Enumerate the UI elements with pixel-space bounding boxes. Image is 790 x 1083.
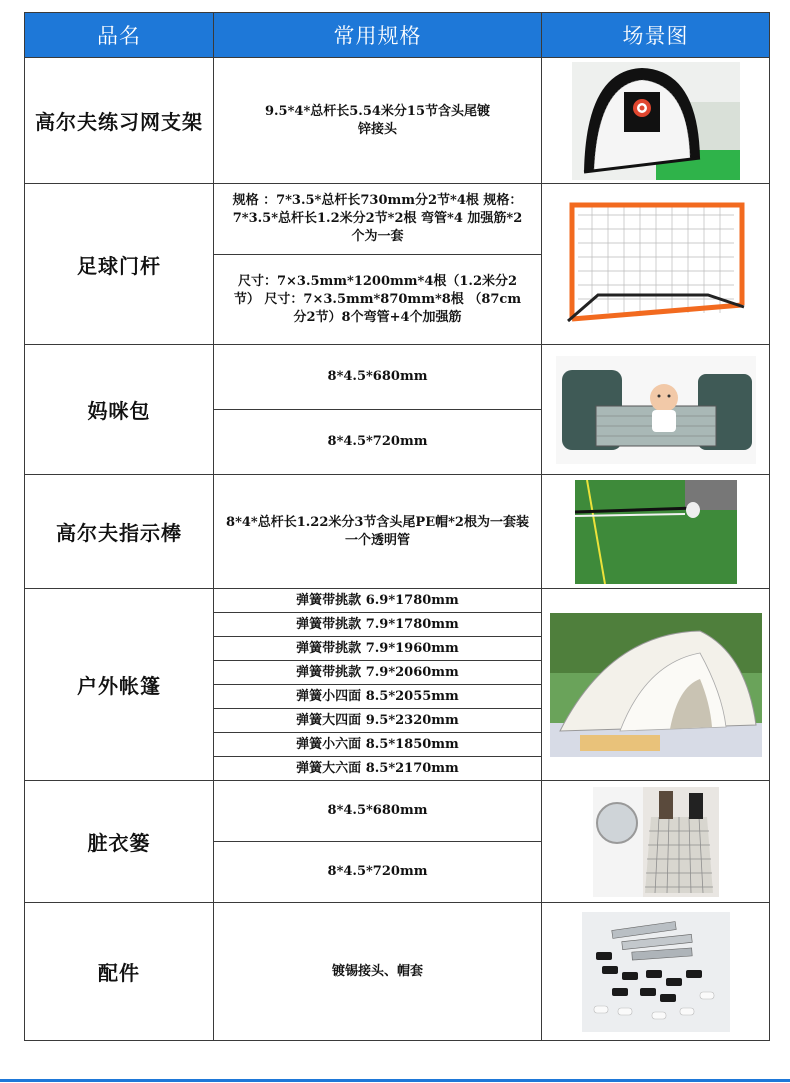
spec-value: 镀锡接头、帽套 — [214, 903, 542, 1041]
spec-value: 8*4.5*680mm — [214, 781, 542, 842]
header-name: 品名 — [25, 13, 214, 58]
spec-value: 规格 ：7*3.5*总杆长730mm分2节*4根 规格：7*3.5*总杆长1.2米分2节*2根 弯管*4 加强筋*2个为一套 — [214, 184, 542, 255]
laundry-basket-image — [593, 787, 719, 897]
scene-cell — [542, 475, 770, 589]
product-name: 配件 — [25, 903, 214, 1041]
spec-value: 弹簧带挑款 6.9*1780mm — [214, 589, 542, 613]
scene-cell — [542, 184, 770, 345]
table-row — [25, 475, 770, 589]
spec-table — [24, 12, 770, 1041]
header-scene: 场景图 — [542, 13, 770, 58]
footer-divider — [0, 1079, 790, 1082]
spec-value: 尺寸：7×3.5mm*1200mm*4根（1.2米分2节） 尺寸：7×3.5mm*870mm*8根 （87cm分2节）8个弯管+4个加强筋 — [214, 255, 542, 345]
product-name: 足球门杆 — [25, 184, 214, 345]
spec-value: 8*4.5*720mm — [214, 842, 542, 903]
baby-bag-image — [556, 356, 756, 464]
spec-value: 弹簧大六面 8.5*2170mm — [214, 757, 542, 781]
product-name: 高尔夫练习网支架 — [25, 58, 214, 184]
table-row — [25, 781, 770, 842]
golf-net-image — [572, 62, 740, 180]
scene-cell — [542, 58, 770, 184]
spec-value: 弹簧带挑款 7.9*1960mm — [214, 637, 542, 661]
parts-image — [582, 912, 730, 1032]
spec-value: 8*4*总杆长1.22米分3节含头尾PE帽*2根为一套装一个透明管 — [214, 475, 542, 589]
product-name: 妈咪包 — [25, 345, 214, 475]
spec-value: 弹簧带挑款 7.9*2060mm — [214, 661, 542, 685]
table-row — [25, 903, 770, 1041]
scene-cell — [542, 903, 770, 1041]
spec-value: 弹簧小六面 8.5*1850mm — [214, 733, 542, 757]
table-row — [25, 345, 770, 410]
product-name: 户外帐篷 — [25, 589, 214, 781]
soccer-goal-image — [558, 195, 754, 333]
scene-cell — [542, 781, 770, 903]
product-name: 脏衣篓 — [25, 781, 214, 903]
tent-image — [550, 613, 762, 757]
scene-cell — [542, 345, 770, 475]
golf-stick-image — [575, 480, 737, 584]
header-row — [25, 13, 770, 58]
spec-value: 8*4.5*680mm — [214, 345, 542, 410]
spec-value: 弹簧带挑款 7.9*1780mm — [214, 613, 542, 637]
spec-value: 弹簧小四面 8.5*2055mm — [214, 685, 542, 709]
table-row — [25, 589, 770, 613]
scene-cell — [542, 589, 770, 781]
spec-value: 弹簧大四面 9.5*2320mm — [214, 709, 542, 733]
table-row — [25, 58, 770, 184]
product-name: 高尔夫指示棒 — [25, 475, 214, 589]
spec-value: 8*4.5*720mm — [214, 410, 542, 475]
table-row — [25, 184, 770, 255]
spec-value: 9.5*4*总杆长5.54米分15节含头尾镀锌接头 — [214, 58, 542, 184]
header-spec: 常用规格 — [214, 13, 542, 58]
